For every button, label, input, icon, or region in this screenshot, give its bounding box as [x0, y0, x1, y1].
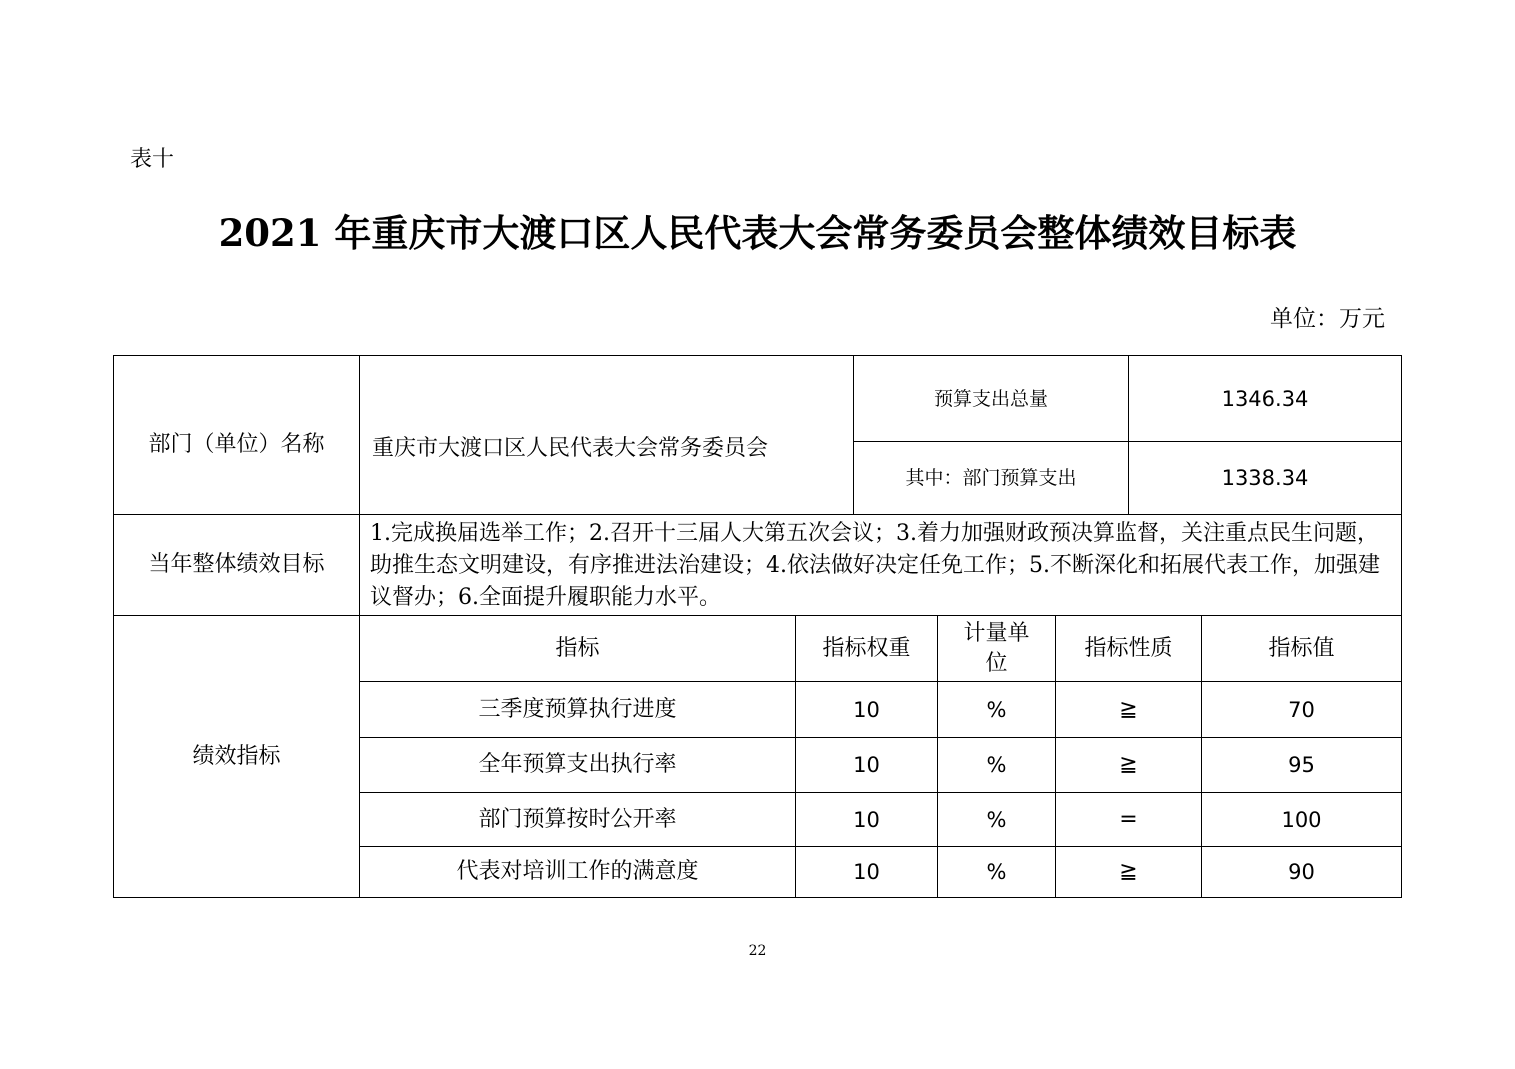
- nature-text: ≧: [1119, 859, 1138, 884]
- perf-label: 绩效指标: [192, 743, 281, 769]
- col-header-indicator: [359, 615, 796, 682]
- nature-text: =: [1119, 806, 1138, 832]
- perf-label-cell: [113, 615, 360, 898]
- dept-budget-label-cell: [853, 441, 1129, 515]
- nature-text: ≧: [1119, 696, 1138, 722]
- value-cell: [1201, 737, 1402, 793]
- nature-cell: [1055, 792, 1202, 847]
- indicator-cell: [359, 737, 796, 793]
- col-header-weight: [795, 615, 938, 682]
- indicator-text: 代表对培训工作的满意度: [456, 859, 699, 884]
- col-header-weight-text: 指标权重: [822, 635, 911, 661]
- value-text: 90: [1288, 860, 1315, 884]
- page-number: 22: [748, 943, 767, 959]
- value-text: 70: [1288, 697, 1315, 722]
- dept-budget-label: 其中：部门预算支出: [905, 467, 1077, 489]
- unit-text: %: [986, 807, 1007, 832]
- goal-label: 当年整体绩效目标: [148, 552, 325, 577]
- unit-label: 单位：万元: [1270, 306, 1385, 332]
- goal-label-cell: [113, 514, 360, 616]
- budget-total-label: 预算支出总量: [933, 387, 1048, 410]
- indicator-text: 部门预算按时公开率: [478, 806, 677, 832]
- unit-cell: [937, 846, 1056, 898]
- col-header-unit-text: 计量单位: [963, 620, 1030, 676]
- weight-text: 10: [853, 697, 880, 722]
- indicator-cell: [359, 792, 796, 847]
- dept-label-cell: [113, 355, 360, 515]
- table-label: 表十: [130, 147, 175, 172]
- weight-cell: [795, 846, 938, 898]
- value-text: 100: [1281, 807, 1322, 832]
- dept-budget-value: 1338.34: [1221, 466, 1309, 490]
- nature-cell: [1055, 737, 1202, 793]
- col-header-value: [1201, 615, 1402, 682]
- indicator-text: 三季度预算执行进度: [478, 696, 677, 722]
- weight-text: 10: [853, 807, 880, 832]
- weight-text: 10: [853, 860, 880, 884]
- value-cell: [1201, 846, 1402, 898]
- budget-total-value: 1346.34: [1221, 386, 1309, 411]
- unit-text: %: [986, 753, 1007, 777]
- unit-text: %: [986, 860, 1007, 884]
- dept-label: 部门（单位）名称: [148, 432, 325, 457]
- unit-cell: [937, 792, 1056, 847]
- dept-budget-value-cell: [1128, 441, 1402, 515]
- weight-cell: [795, 792, 938, 847]
- goal-text: 1.完成换届选举工作；2.召开十三届人大第五次会议；3.着力加强财政预决算监督，关注重点民生问题，助推生态文明建设，有序推进法治建设；4.依法做好决定任免工作；5.不断深化和拓展代表工作，加强建议督办；6.全面提升履职能力水平。: [370, 521, 1380, 610]
- indicator-cell: [359, 846, 796, 898]
- dept-name-cell: [359, 355, 854, 515]
- unit-cell: [937, 737, 1056, 793]
- page-title: 2021 年重庆市大渡口区人民代表大会常务委员会整体绩效目标表: [218, 211, 1297, 255]
- budget-total-value-cell: [1128, 355, 1402, 442]
- unit-text: %: [986, 697, 1007, 722]
- indicator-cell: [359, 681, 796, 738]
- nature-cell: [1055, 846, 1202, 898]
- indicator-text: 全年预算支出执行率: [478, 752, 677, 777]
- weight-cell: [795, 737, 938, 793]
- col-header-nature: [1055, 615, 1202, 682]
- col-header-nature-text: 指标性质: [1084, 635, 1173, 661]
- col-header-value-text: 指标值: [1268, 635, 1335, 661]
- weight-text: 10: [853, 753, 880, 777]
- nature-text: ≧: [1119, 752, 1138, 777]
- budget-total-label-cell: [853, 355, 1129, 442]
- value-cell: [1201, 792, 1402, 847]
- goal-text-cell: [359, 514, 1402, 616]
- col-header-unit: [937, 615, 1056, 682]
- dept-name: 重庆市大渡口区人民代表大会常务委员会: [372, 436, 769, 461]
- value-text: 95: [1288, 753, 1315, 777]
- value-cell: [1201, 681, 1402, 738]
- weight-cell: [795, 681, 938, 738]
- col-header-indicator-text: 指标: [555, 635, 600, 661]
- nature-cell: [1055, 681, 1202, 738]
- unit-cell: [937, 681, 1056, 738]
